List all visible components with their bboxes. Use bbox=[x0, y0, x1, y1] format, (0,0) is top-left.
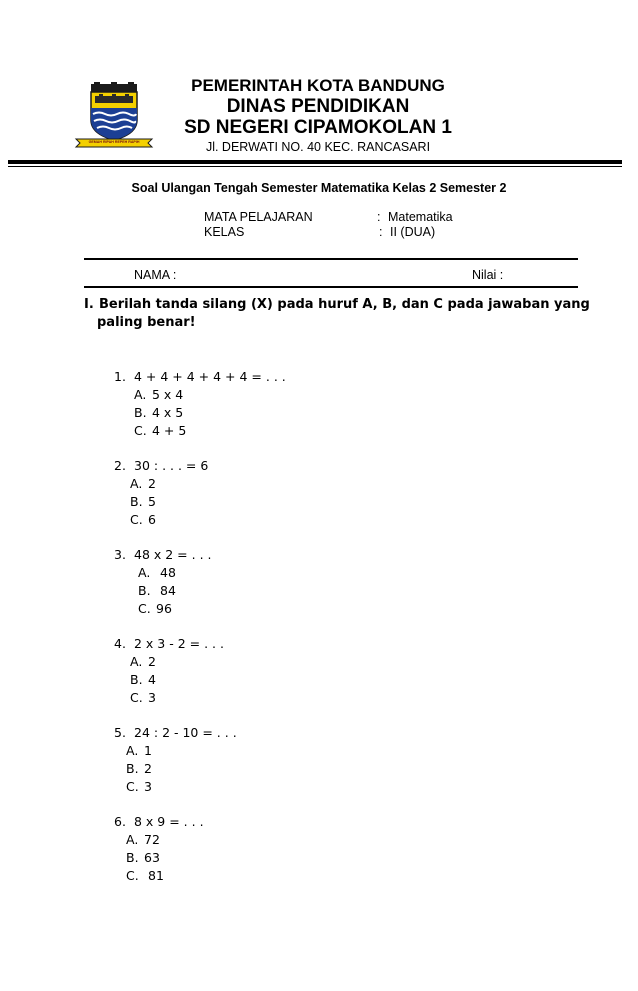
option-a[interactable]: A. 5 x 4 bbox=[134, 387, 184, 402]
question-text: 24 : 2 - 10 = . . . bbox=[134, 725, 237, 740]
question-number: 3. bbox=[114, 547, 126, 562]
info-subject-label: MATA PELAJARAN bbox=[204, 210, 313, 224]
question-text: 48 x 2 = . . . bbox=[134, 547, 212, 562]
question-number: 5. bbox=[114, 725, 126, 740]
question-2 bbox=[114, 457, 208, 529]
exam-title: Soal Ulangan Tengah Semester Matematika Kelas 2 Semester 2 bbox=[131, 181, 507, 195]
option-c[interactable]: C. 6 bbox=[130, 512, 156, 527]
question-5 bbox=[114, 724, 237, 796]
header-rule-thick bbox=[8, 160, 622, 164]
option-c[interactable]: C. 3 bbox=[130, 690, 156, 705]
option-b[interactable]: B. 63 bbox=[126, 850, 160, 865]
option-a[interactable]: A. 2 bbox=[130, 476, 156, 491]
info-class-label: KELAS bbox=[204, 225, 245, 239]
option-b[interactable]: B. 4 bbox=[130, 672, 156, 687]
section-instruction-line1: Berilah tanda silang (X) pada huruf A, B, dan C pada jawaban yang bbox=[99, 297, 590, 312]
city-logo bbox=[74, 82, 154, 150]
header-address: Jl. DERWATI NO. 40 KEC. RANCASARI bbox=[205, 140, 431, 154]
header-department: DINAS PENDIDIKAN bbox=[226, 96, 410, 117]
question-6 bbox=[114, 813, 204, 885]
option-c[interactable]: C. 4 + 5 bbox=[134, 423, 187, 438]
option-b[interactable]: B. 4 x 5 bbox=[134, 405, 184, 420]
question-4 bbox=[114, 635, 224, 707]
question-text: 30 : . . . = 6 bbox=[134, 458, 209, 473]
info-class-sep: : bbox=[379, 225, 383, 239]
option-a[interactable]: A. 2 bbox=[130, 654, 156, 669]
name-label: NAMA : bbox=[134, 268, 177, 282]
name-box-bottom-rule bbox=[84, 286, 578, 288]
option-c[interactable]: C. 96 bbox=[138, 601, 172, 616]
option-c[interactable]: C. 3 bbox=[126, 779, 152, 794]
header-government: PEMERINTAH KOTA BANDUNG bbox=[191, 76, 445, 95]
question-number: 6. bbox=[114, 814, 126, 829]
question-number: 4. bbox=[114, 636, 126, 651]
section-number: I. bbox=[84, 297, 94, 312]
info-subject-sep: : bbox=[377, 210, 381, 224]
info-class-value: II (DUA) bbox=[390, 225, 436, 239]
option-a[interactable]: A. 72 bbox=[126, 832, 160, 847]
option-c[interactable]: C. 81 bbox=[126, 868, 164, 883]
option-b[interactable]: B. 2 bbox=[126, 761, 152, 776]
question-number: 2. bbox=[114, 458, 126, 473]
question-3 bbox=[114, 546, 212, 618]
logo-ribbon-text: GEMAH RIPAH REPEH RAPIH bbox=[88, 140, 140, 144]
option-a[interactable]: A. 1 bbox=[126, 743, 152, 758]
info-subject-value: Matematika bbox=[388, 210, 453, 224]
question-text: 2 x 3 - 2 = . . . bbox=[134, 636, 224, 651]
name-box-top-rule bbox=[84, 258, 578, 260]
option-b[interactable]: B. 5 bbox=[130, 494, 156, 509]
question-text: 4 + 4 + 4 + 4 + 4 = . . . bbox=[134, 369, 286, 384]
score-label: Nilai : bbox=[472, 268, 504, 282]
section-instruction-line2: paling benar! bbox=[97, 315, 196, 330]
question-1 bbox=[114, 368, 286, 440]
question-number: 1. bbox=[114, 369, 126, 384]
option-a[interactable]: A. 48 bbox=[138, 565, 176, 580]
header-rule-thin bbox=[8, 166, 622, 167]
option-b[interactable]: B. 84 bbox=[138, 583, 176, 598]
header-school-name: SD NEGERI CIPAMOKOLAN 1 bbox=[184, 117, 452, 138]
question-text: 8 x 9 = . . . bbox=[134, 814, 204, 829]
